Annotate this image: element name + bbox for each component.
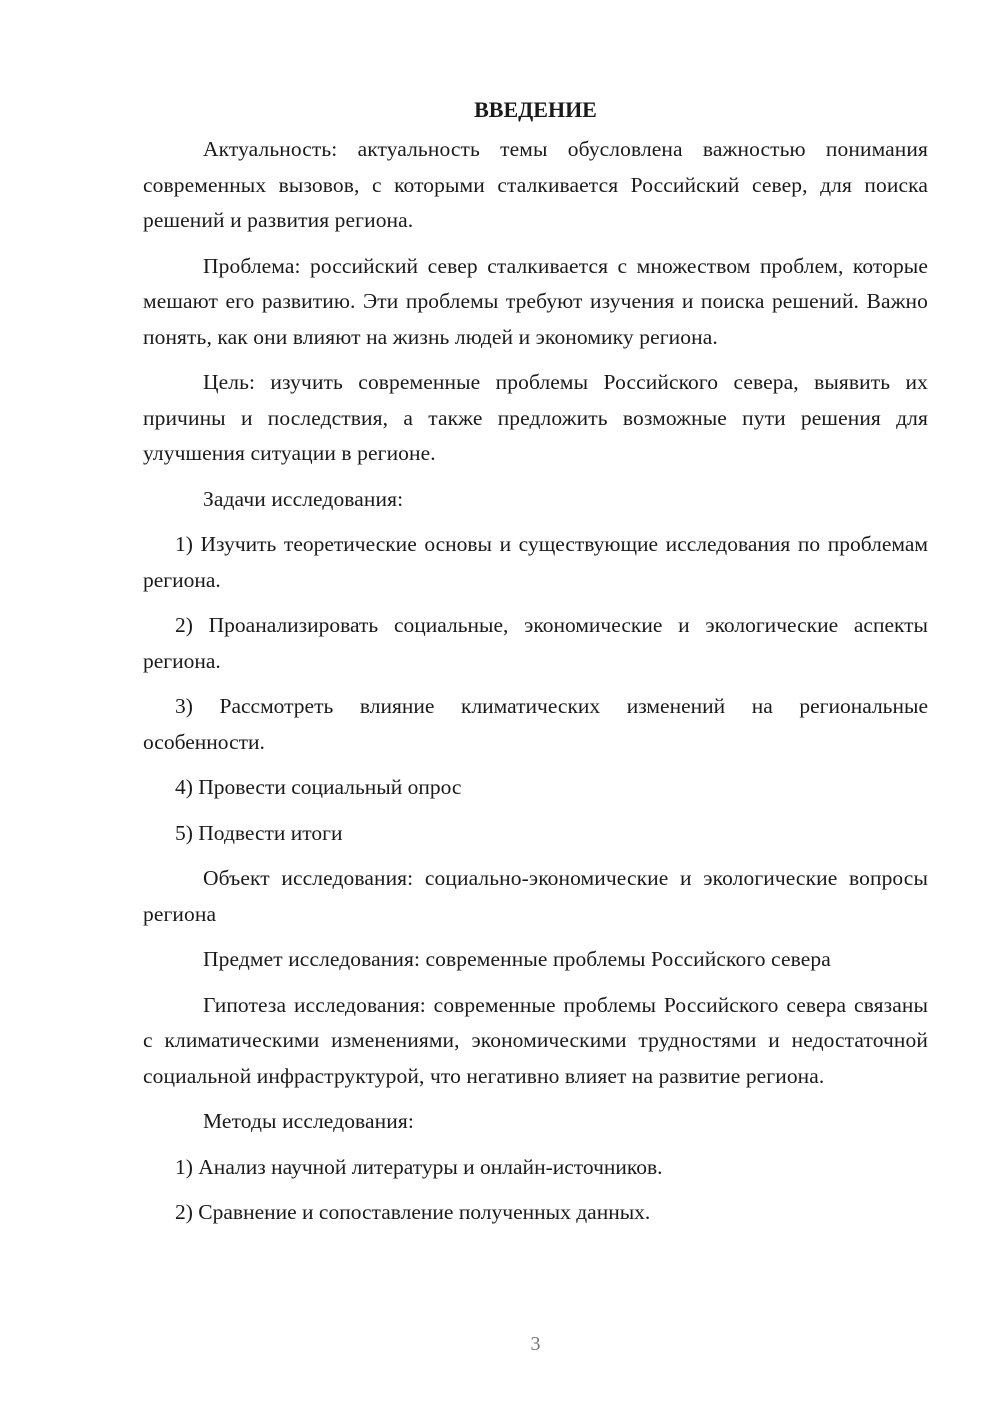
method-item: 1) Анализ научной литературы и онлайн-источников. <box>175 1154 663 1179</box>
task-item: 2) Проанализировать социальные, экономические и экологические аспекты региона. <box>143 613 928 673</box>
hypothesis-paragraph: Гипотеза исследования: современные проблемы Российского севера связаны с климатическими изменениями, экономическими трудностями и недостаточной социальной инфраструктурой, что негативно влияет на развитие региона. <box>143 992 928 1088</box>
problem-paragraph: Проблема: российский север сталкивается с множеством проблем, которые мешают его развитию. Эти проблемы требуют изучения и поиска решений. Важно понять, как они влияют на жизнь людей и экономику региона. <box>143 253 928 349</box>
relevance-paragraph: Актуальность: актуальность темы обусловлена важностью понимания современных вызовов, с которыми сталкивается Российский север, для поиска решений и развития региона. <box>143 137 928 232</box>
task-item: 3) Рассмотреть влияние климатических изменений на региональные особенности. <box>143 694 928 754</box>
task-item: 1) Изучить теоретические основы и существующие исследования по проблемам региона. <box>143 532 928 592</box>
task-item: 5) Подвести итоги <box>175 820 343 845</box>
goal-paragraph: Цель: изучить современные проблемы Российского севера, выявить их причины и последствия, а также предложить возможные пути решения для улучшения ситуации в регионе. <box>143 370 928 465</box>
section-title: ВВЕДЕНИЕ <box>474 97 597 122</box>
object-paragraph: Объект исследования: социально-экономические и экологические вопросы региона <box>143 866 928 926</box>
subject-paragraph: Предмет исследования: современные проблемы Российского севера <box>203 947 831 971</box>
tasks-heading: Задачи исследования: <box>203 486 404 511</box>
method-item: 2) Сравнение и сопоставление полученных данных. <box>175 1200 651 1224</box>
task-item: 4) Провести социальный опрос <box>175 775 462 799</box>
methods-heading: Методы исследования: <box>203 1109 414 1133</box>
page-number: 3 <box>530 1333 541 1355</box>
